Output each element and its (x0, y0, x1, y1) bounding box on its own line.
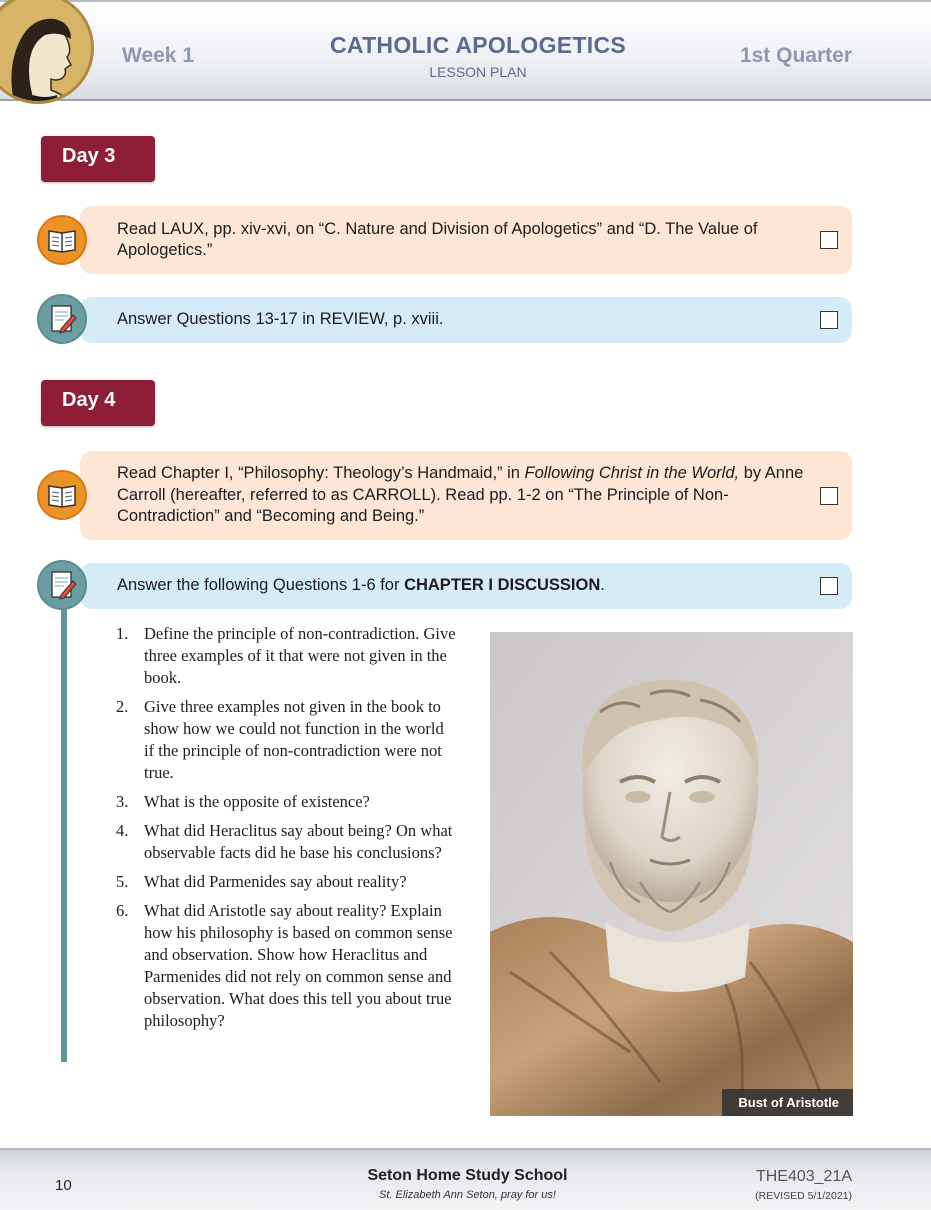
task-text: Read LAUX, pp. xiv-xvi, on “C. Nature and Division of Apologetics” and “D. The Value of Apologetics.” (117, 219, 758, 259)
question-item: 4. What did Heraclitus say about being? On what observable facts did he base his conclusions? (116, 821, 453, 862)
day-3-writing-task (80, 297, 852, 343)
question-item: 1. Define the principle of non-contradiction. Give three examples of it that were not given in the book. (116, 624, 456, 687)
day-4-reading-task (80, 451, 852, 540)
discussion-questions-list (112, 623, 457, 1039)
task-checkbox[interactable] (820, 577, 838, 595)
task-checkbox[interactable] (820, 311, 838, 329)
day-3-label: Day 3 (41, 136, 155, 182)
day-3-reading-task (80, 206, 852, 274)
pencil-paper-icon (37, 294, 87, 344)
aristotle-bust-photo (490, 632, 853, 1116)
revision-date: (REVISED 5/1/2021) (755, 1190, 852, 1202)
school-name: Seton Home Study School (367, 1167, 568, 1184)
school-motto: St. Elizabeth Ann Seton, pray for us! (379, 1189, 556, 1201)
week-label: Week 1 (122, 44, 194, 67)
task-checkbox[interactable] (820, 487, 838, 505)
page-footer (0, 1148, 931, 1210)
question-item: 3. What is the opposite of existence? (116, 792, 370, 811)
page-header (0, 0, 931, 101)
book-icon (37, 215, 87, 265)
question-item: 2. Give three examples not given in the book to show how we could not function in the world if the principle of non-contradiction were not true. (116, 697, 444, 782)
course-subtitle: LESSON PLAN (429, 64, 527, 80)
pencil-paper-icon (37, 560, 87, 610)
task-text: Answer the following Questions 1-6 for CHAPTER I DISCUSSION. (117, 576, 605, 595)
page-number: 10 (55, 1177, 72, 1194)
task-checkbox[interactable] (820, 231, 838, 249)
quarter-label: 1st Quarter (739, 44, 852, 67)
day-4-writing-task (80, 563, 852, 609)
question-item: 5. What did Parmenides say about reality? (116, 872, 407, 891)
day-4-label: Day 4 (41, 380, 155, 426)
photo-caption: Bust of Aristotle (722, 1089, 853, 1116)
course-title: CATHOLIC APOLOGETICS (329, 32, 627, 58)
task-text: Read Chapter I, “Philosophy: Theology’s Handmaid,” in Following Christ in the World, by Anne Carroll (hereafter, referred to as CARROLL). Read pp. 1-2 on “The Principle of Non-Contradiction” and “Becoming and Being.” (117, 464, 804, 526)
task-text: Answer Questions 13-17 in REVIEW, p. xviii. (117, 310, 444, 329)
questions-timeline-bar (61, 600, 67, 1062)
question-item: 6. What did Aristotle say about reality? Explain how his philosophy is based on common sense and observation. Show how Heraclitus and Parmenides did not rely on common sense and observation. What does this tell you about true philosophy? (116, 901, 453, 1030)
course-code: THE403_21A (755, 1168, 852, 1185)
book-icon (37, 470, 87, 520)
